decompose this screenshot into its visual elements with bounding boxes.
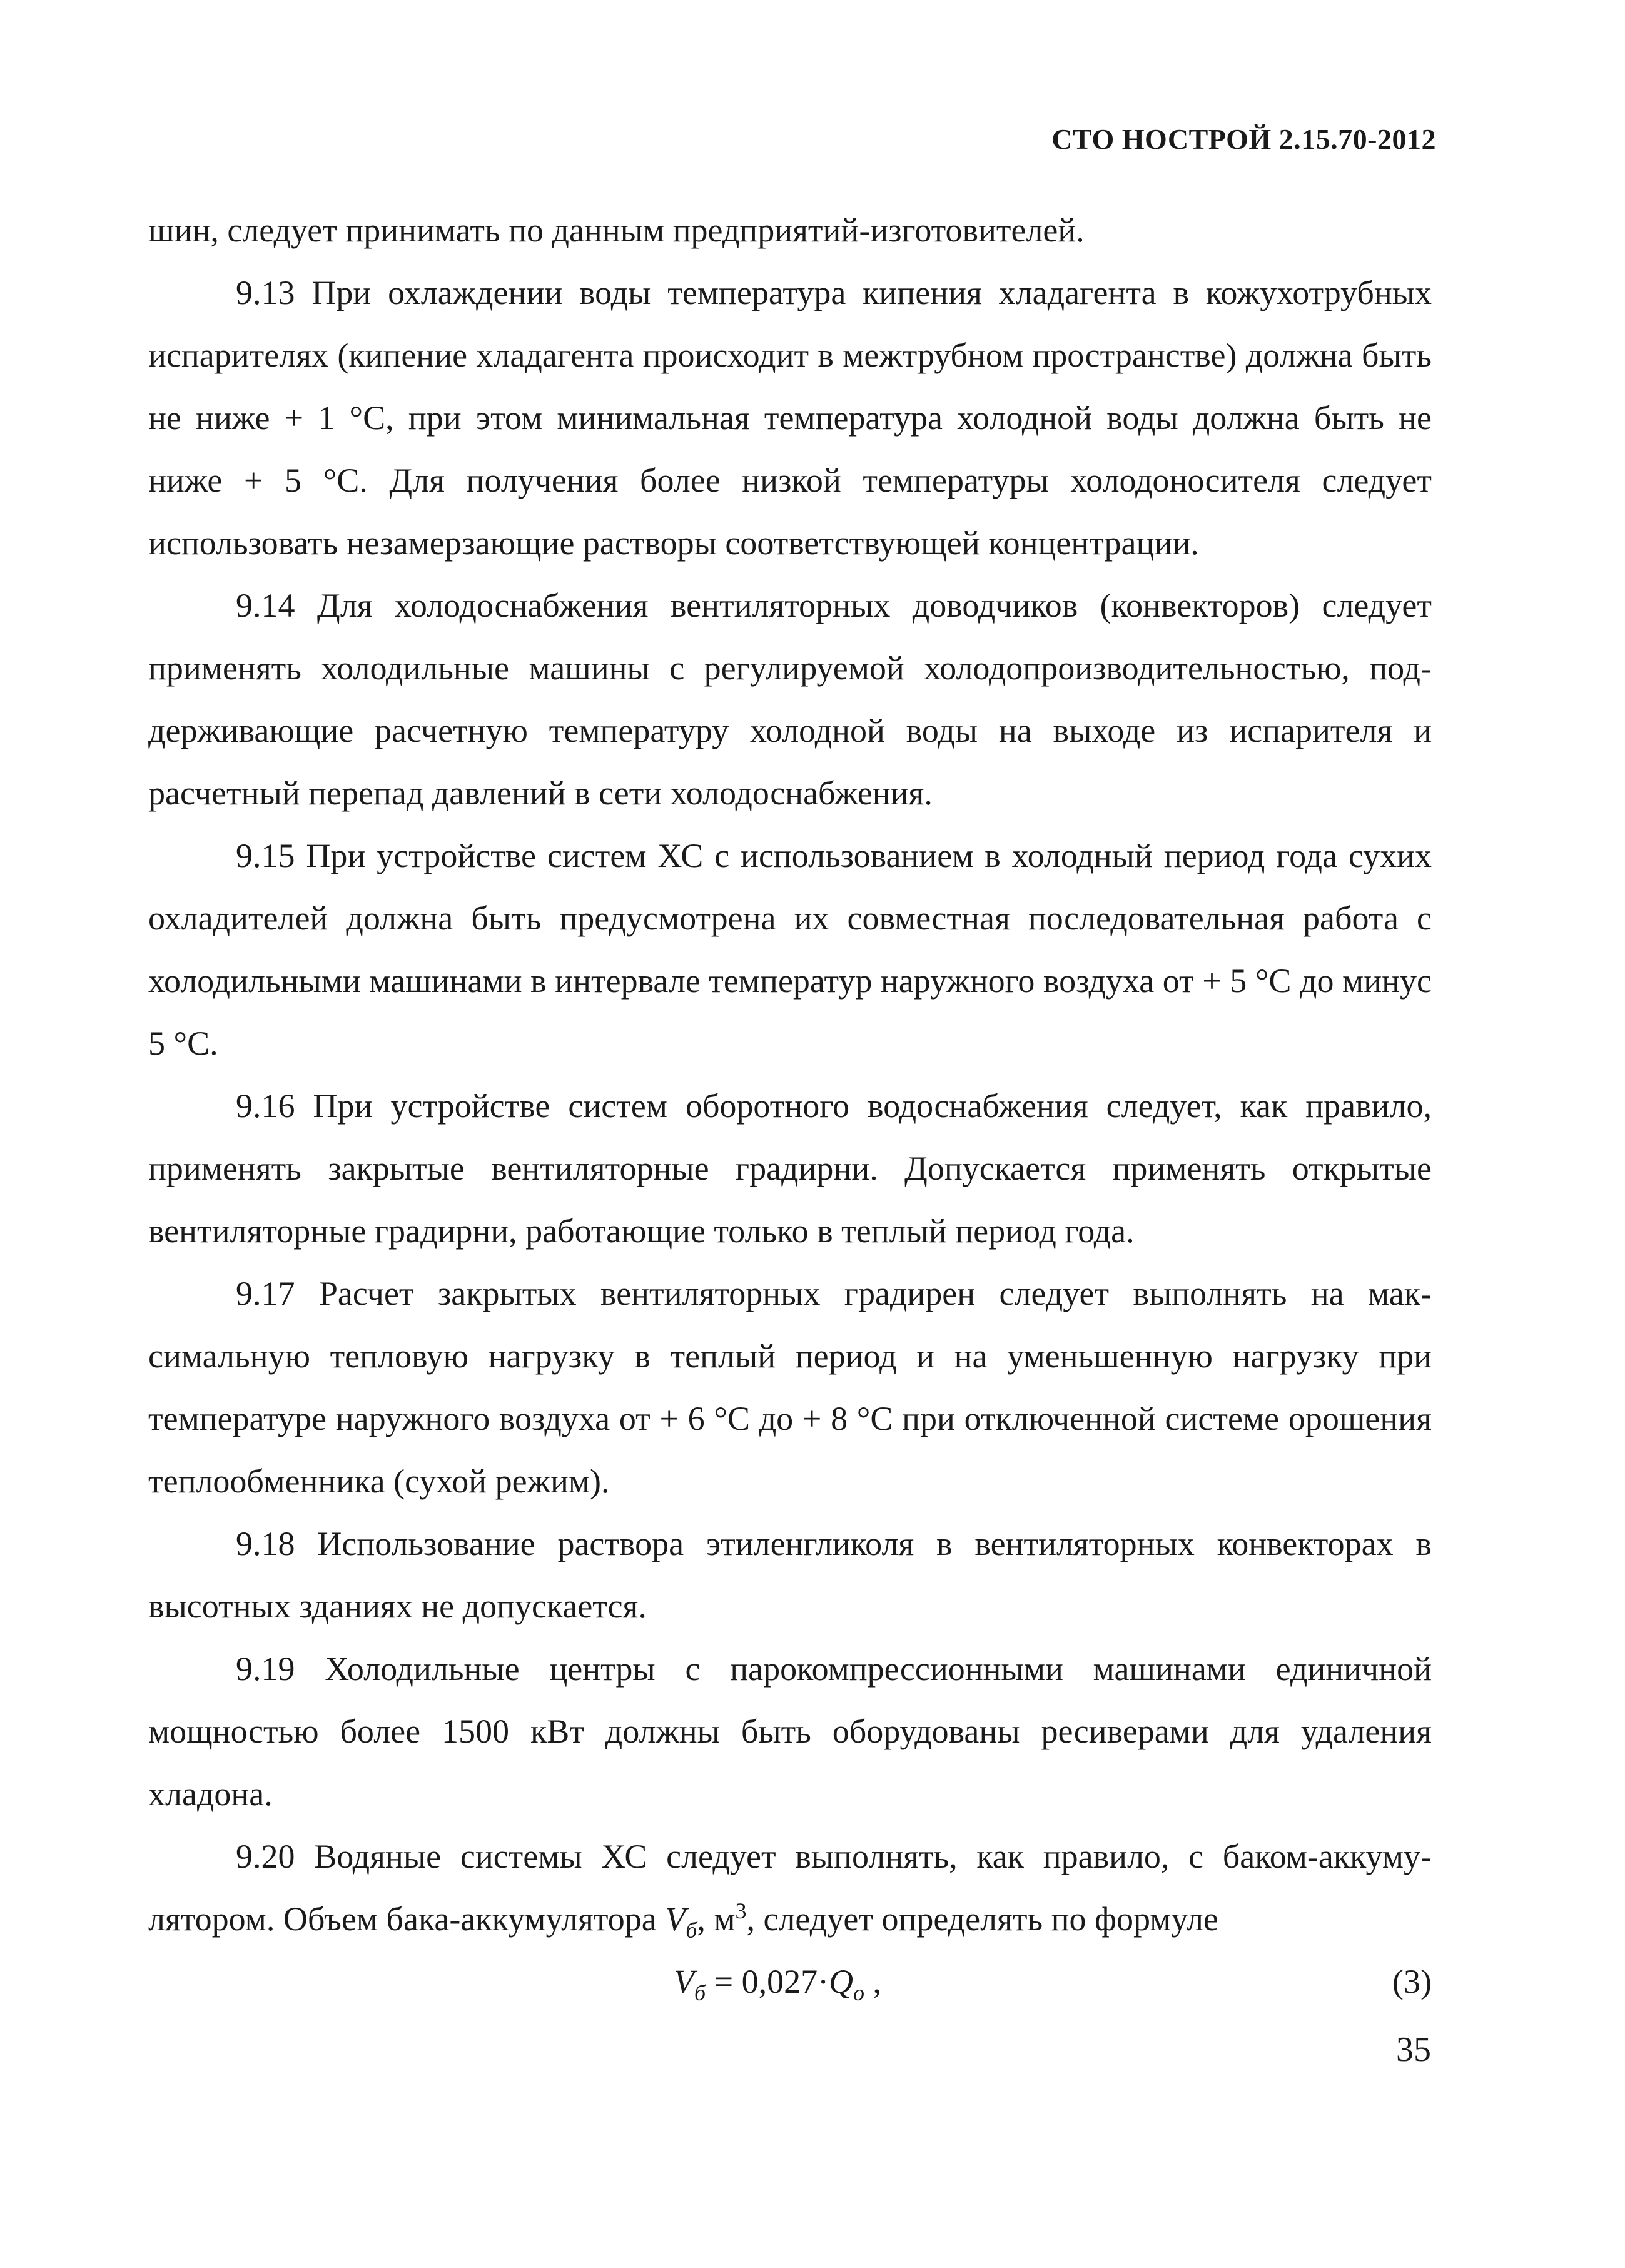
paragraph-9-20-tail: , следует определять по формуле [746,1900,1218,1938]
formula-rhs-subscript: o [853,1980,865,2005]
paragraph-9-15: 9.15 При устройстве систем ХС с использованием в холодный период года сухих охладителей должна быть предусмотрена их совместная последовательная работа с холодильными машинами в интервале температур наружного воздуха от + 5 °C до минус 5 °C. [148,837,1432,1062]
paragraph-9-20 [148,1825,1432,1950]
formula-lhs-subscript: б [694,1980,706,2005]
formula-equals-coefficient: = 0,027· [706,1963,829,2000]
unit-text: , м [697,1900,736,1938]
document-code-header: СТО НОСТРОЙ 2.15.70-2012 [1051,123,1436,155]
paragraph-9-17: 9.17 Расчет закрытых вентиляторных градирен следует выполнять на максимальную тепловую нагрузку в теплый период и на уменьшенную нагрузку при температуре наружного воздуха от + 6 °C до + 8 °C при отключенной системе орошения теплообменника (сухой режим). [148,1275,1432,1500]
paragraph-continuation: шин, следует принимать по данным предприятий-изготовителей. [148,211,1085,249]
paragraph-9-16: 9.16 При устройстве систем оборотного водоснабжения следует, как правило, применять закрытые вентиляторные градирни. Допускается применять открытые вентиляторные градирни, работающие только в теплый период года. [148,1087,1432,1250]
page-number: 35 [1396,2030,1431,2069]
formula-rhs-variable: Q [829,1963,854,2000]
body-text [148,199,1432,2013]
unit-superscript: 3 [735,1898,747,1923]
formula-tail: , [864,1963,882,2000]
paragraph-9-14: 9.14 Для холодоснабжения вентиляторных доводчиков (конвекторов) следует применять холодильные машины с регулируемой холодопроизводительностью, поддерживающие расчетную температуру холодной воды на выходе из испарителя и расчетный перепад давлений в сети холодоснабжения. [148,587,1432,812]
paragraph-9-13: 9.13 При охлаждении воды температура кипения хладагента в кожухотрубных испарителях (кипение хладагента происходит в межтрубном пространстве) должна быть не ниже + 1 °C, при этом минимальная температура холодной воды должна быть не ниже + 5 °C. Для получения более низкой температуры холодоносителя следует использовать незамерзающие растворы соответствующей концентрации. [148,274,1432,562]
volume-variable: V [665,1900,686,1938]
formula-number: (3) [1392,1963,1432,2000]
formula [674,1950,881,2013]
paragraph-9-18: 9.18 Использование раствора этиленгликоля в вентиляторных конвекторах в высотных зданиях не допускается. [148,1525,1432,1625]
volume-variable-subscript: б [686,1917,697,1943]
formula-row [148,1950,1432,2013]
paragraph-9-19: 9.19 Холодильные центры с парокомпрессионными машинами единичной мощностью более 1500 кВт должны быть оборудованы ресиверами для удаления хладона. [148,1650,1432,1813]
paragraph-9-20-text: 9.20 Водяные системы ХС следует выполнять, как правило, с баком-аккумулятором. Объем бака-аккумулятора [148,1838,1432,1938]
formula-lhs-variable: V [674,1963,694,2000]
